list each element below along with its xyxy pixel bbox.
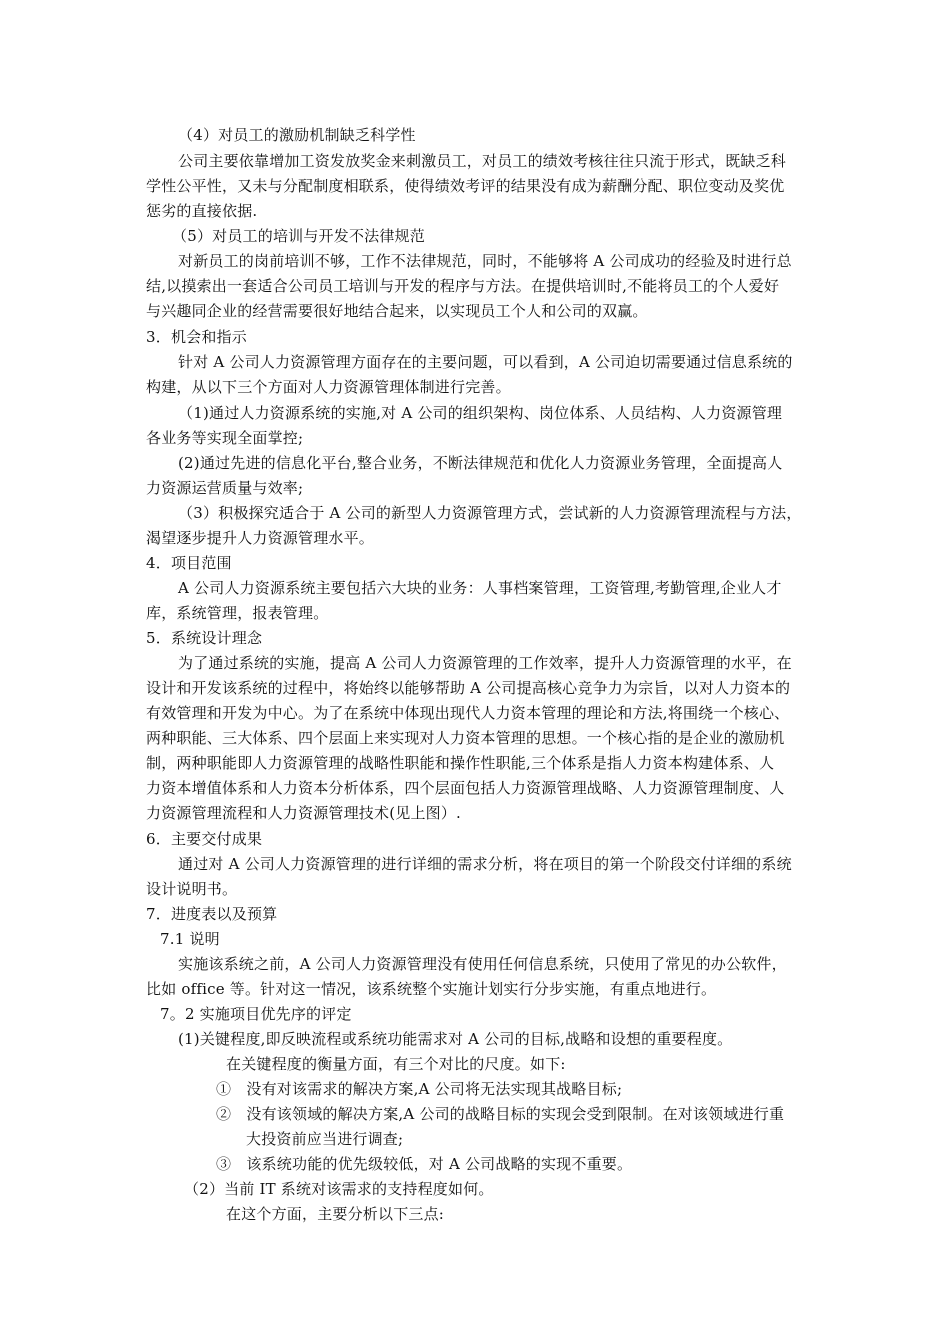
section-heading-3: 3．机会和指示 [146,328,247,346]
list-item-it-support: （2）当前 IT 系统对该需求的支持程度如何。 [184,1180,494,1198]
section-heading-5: 5．系统设计理念 [146,629,263,647]
paragraph-line: 针对 A 公司人力资源管理方面存在的主要问题，可以看到，A 公司迫切需要通过信息系统的 [178,353,793,371]
paragraph-line: A 公司人力资源系统主要包括六大块的业务：人事档案管理，工资管理,考勤管理,企业人才 [178,579,782,597]
paragraph-line: 为了通过系统的实施，提高 A 公司人力资源管理的工作效率，提升人力资源管理的水平，在 [178,654,792,672]
list-item-3: （3）积极探究适合于 A 公司的新型人力资源管理方式，尝试新的人力资源管理流程与方法， [178,504,802,522]
subsection-heading-7-1: 7.1 说明 [160,930,220,948]
paragraph-line: 通过对 A 公司人力资源管理的进行详细的需求分析，将在项目的第一个阶段交付详细的系统 [178,855,792,873]
list-item-1: （1)通过人力资源系统的实施,对 A 公司的组织架构、岗位体系、人员结构、人力资源管理 [178,404,783,422]
subsection-heading-7-2: 7。2 实施项目优先序的评定 [160,1005,352,1023]
paragraph-line: 与兴趣同企业的经营需要很好地结合起来，以实现员工个人和公司的双赢。 [146,302,648,320]
paragraph-line: 力资源运营质量与效率; [146,479,304,497]
paragraph-line: 比如 office 等。针对这一情况，该系统整个实施计划实行分步实施，有重点地进行。 [146,980,717,998]
section-heading-4: 4．项目范围 [146,554,232,572]
circled-item-2: ② 没有该领域的解决方案,A 公司的战略目标的实现会受到限制。在对该领域进行重 [216,1105,785,1123]
paragraph-line: 在关键程度的衡量方面，有三个对比的尺度。如下: [226,1055,566,1073]
paragraph-line: 渴望逐步提升人力资源管理水平。 [146,529,375,547]
paragraph-line: 惩劣的直接依据. [146,202,258,220]
paragraph-line: 构建，从以下三个方面对人力资源管理体制进行完善。 [146,378,511,396]
paragraph-line: 实施该系统之前，A 公司人力资源管理没有使用任何信息系统，只使用了常见的办公软件， [178,955,787,973]
circled-item-3: ③ 该系统功能的优先级较低，对 A 公司战略的实现不重要。 [216,1155,633,1173]
heading-4-incentive: （4）对员工的激励机制缺乏科学性 [178,126,416,144]
paragraph-line: 两种职能、三大体系、四个层面上来实现对人力资本管理的思想。一个核心指的是企业的激励机 [146,729,785,747]
paragraph-line: 设计说明书。 [146,880,238,898]
heading-5-training: （5）对员工的培训与开发不法律规范 [172,227,425,245]
paragraph-line: 设计和开发该系统的过程中，将始终以能够帮助 A 公司提高核心竞争力为宗旨，以对人力资本的 [146,679,791,697]
paragraph-line: 对新员工的岗前培训不够，工作不法律规范，同时，不能够将 A 公司成功的经验及时进行总 [178,252,792,270]
paragraph-line: 公司主要依靠增加工资发放奖金来刺激员工，对员工的绩效考核往往只流于形式，既缺乏科 [178,152,787,170]
paragraph-line: 在这个方面，主要分析以下三点: [226,1205,445,1223]
paragraph-line: 学性公平性，又未与分配制度相联系，使得绩效考评的结果没有成为薪酬分配、职位变动及奖优 [146,177,785,195]
list-item-criticality: (1)关键程度,即反映流程或系统功能需求对 A 公司的目标,战略和设想的重要程度。 [178,1030,733,1048]
paragraph-line: 结,以摸索出一套适合公司员工培训与开发的程序与方法。在提供培训时,不能将员工的个人爱好 [146,277,780,295]
paragraph-line: 库，系统管理，报表管理。 [146,604,329,622]
paragraph-line: 大投资前应当进行调查; [246,1130,404,1148]
section-heading-7: 7．进度表以及预算 [146,905,278,923]
paragraph-line: 有效管理和开发为中心。为了在系统中体现出现代人力资本管理的理论和方法,将围绕一个核心、 [146,704,790,722]
paragraph-line: 力资本增值体系和人力资本分析体系，四个层面包括人力资源管理战略、人力资源管理制度、人 [146,779,785,797]
paragraph-line: 力资源管理流程和人力资源管理技术(见上图）. [146,804,462,822]
list-item-2: (2)通过先进的信息化平台,整合业务，不断法律规范和优化人力资源业务管理，全面提高人 [178,454,783,472]
paragraph-line: 制，两种职能即人力资源管理的战略性职能和操作性职能,三个体系是指人力资本构建体系、人 [146,754,775,772]
section-heading-6: 6．主要交付成果 [146,830,263,848]
circled-item-1: ① 没有对该需求的解决方案,A 公司将无法实现其战略目标; [216,1080,623,1098]
paragraph-line: 各业务等实现全面掌控; [146,429,304,447]
